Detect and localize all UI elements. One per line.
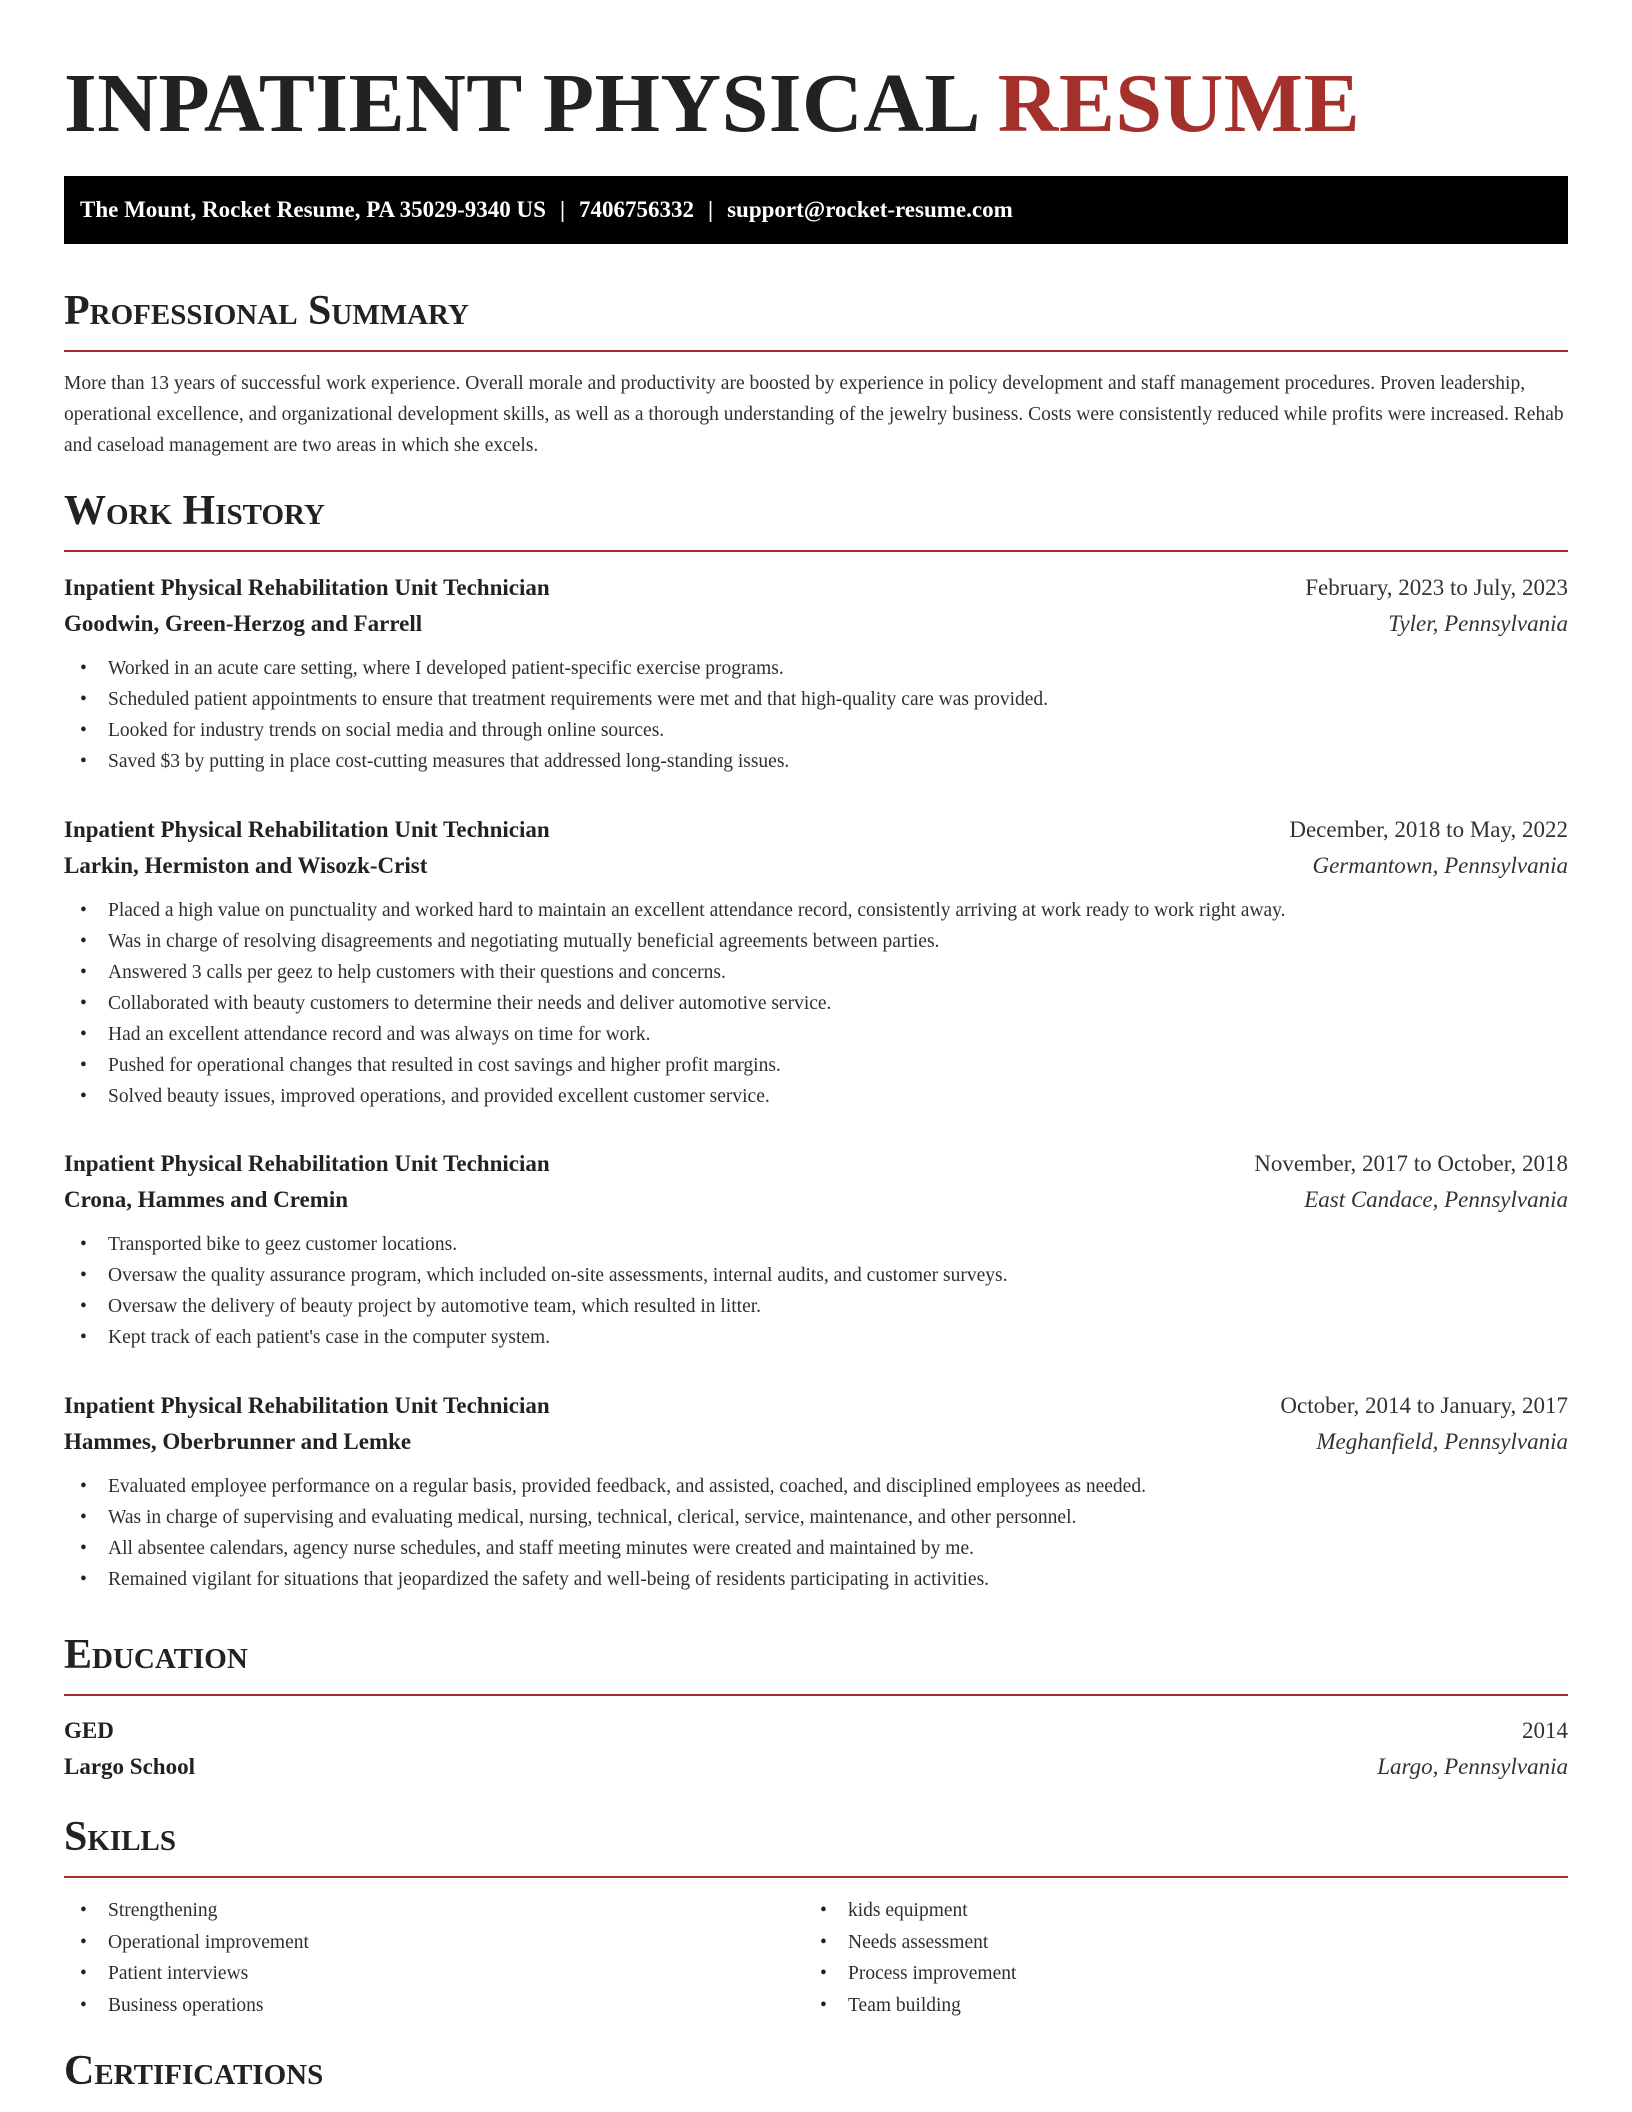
list-item: • Collaborated with beauty customers to determine their needs and deliver automotive service.: [64, 988, 1568, 1019]
education-heading: Education: [64, 1630, 1568, 1696]
contact-address: The Mount, Rocket Resume, PA 35029-9340 US: [80, 197, 546, 222]
job-title: Inpatient Physical Rehabilitation Unit Technician: [64, 1151, 550, 1176]
list-item: • Remained vigilant for situations that jeopardized the safety and well-being of residents participating in activities.: [64, 1564, 1568, 1595]
job-2-header: [64, 812, 1568, 848]
list-item: • Scheduled patient appointments to ensure that treatment requirements were met and that high-quality care was provided.: [64, 684, 1568, 715]
job-company: Larkin, Hermiston and Wisozk-Crist: [64, 853, 428, 878]
job-4-bullets: [64, 1471, 1568, 1595]
list-item: • All absentee calendars, agency nurse schedules, and staff meeting minutes were created and maintained by me.: [64, 1533, 1568, 1564]
job-location: East Candace, Pennsylvania: [1304, 1187, 1568, 1212]
list-item: • Oversaw the quality assurance program, which included on-site assessments, internal audits, and customer surveys.: [64, 1260, 1568, 1291]
list-item: • Had an excellent attendance record and was always on time for work.: [64, 1019, 1568, 1050]
list-item: • Process improvement: [804, 1958, 1504, 1990]
job-title: Inpatient Physical Rehabilitation Unit Technician: [64, 1393, 550, 1418]
list-item: • Placed a high value on punctuality and worked hard to maintain an excellent attendance record, consistently arriving at work ready to work right away.: [64, 895, 1568, 926]
education-subheader: [64, 1749, 1568, 1785]
list-item: • Kept track of each patient's case in the computer system.: [64, 1322, 1568, 1353]
list-item: • Transported bike to geez customer locations.: [64, 1229, 1568, 1260]
job-title: Inpatient Physical Rehabilitation Unit Technician: [64, 817, 550, 842]
certifications-heading: Certifications: [64, 2048, 324, 2094]
list-item: • Saved $3 by putting in place cost-cutting measures that addressed long-standing issues.: [64, 746, 1568, 777]
job-company: Goodwin, Green-Herzog and Farrell: [64, 611, 423, 636]
job-dates: February, 2023 to July, 2023: [1305, 575, 1568, 600]
resume-title: [64, 56, 1360, 152]
job-1-subheader: [64, 606, 1568, 642]
job-company: Hammes, Oberbrunner and Lemke: [64, 1429, 412, 1454]
summary-text: More than 13 years of successful work experience. Overall morale and productivity are boosted by experience in policy development and staff management procedures. Proven leadership, operational excellence, and organizational development skills, as well as a thorough understanding of the jewelry business. Costs were consistently reduced while profits were increased. Rehab and caseload management are two areas in which she excels.: [64, 373, 1564, 456]
list-item: • Was in charge of resolving disagreements and negotiating mutually beneficial agreements between parties.: [64, 926, 1568, 957]
education-year: 2014: [1522, 1718, 1568, 1743]
job-company: Crona, Hammes and Cremin: [64, 1187, 349, 1212]
contact-email[interactable]: support@rocket-resume.com: [727, 197, 1013, 222]
job-1-header: [64, 570, 1568, 606]
list-item: • Answered 3 calls per geez to help customers with their questions and concerns.: [64, 957, 1568, 988]
list-item: • Needs assessment: [804, 1927, 1504, 1959]
contact-bar: [64, 176, 1568, 244]
job-2-bullets: [64, 895, 1568, 1112]
title-accent: RESUME: [997, 57, 1361, 150]
list-item: • Worked in an acute care setting, where I developed patient-specific exercise programs.: [64, 653, 1568, 684]
job-title: Inpatient Physical Rehabilitation Unit Technician: [64, 575, 550, 600]
education-school: Largo School: [64, 1754, 195, 1779]
contact-separator: |: [708, 197, 714, 222]
list-item: • Patient interviews: [64, 1958, 764, 1990]
work-history-heading: Work History: [64, 486, 1568, 552]
list-item: • kids equipment: [804, 1895, 1504, 1927]
list-item: • Operational improvement: [64, 1927, 764, 1959]
list-item: • Looked for industry trends on social media and through online sources.: [64, 715, 1568, 746]
education-header: [64, 1713, 1568, 1749]
job-3-subheader: [64, 1182, 1568, 1218]
job-4-subheader: [64, 1424, 1568, 1460]
list-item: • Strengthening: [64, 1895, 764, 1927]
list-item: • Oversaw the delivery of beauty project by automotive team, which resulted in litter.: [64, 1291, 1568, 1322]
skills-left-column: [64, 1895, 764, 2021]
list-item: • Business operations: [64, 1990, 764, 2022]
job-dates: December, 2018 to May, 2022: [1289, 817, 1568, 842]
title-main: INPATIENT PHYSICAL: [64, 57, 977, 150]
list-item: • Evaluated employee performance on a regular basis, provided feedback, and assisted, coached, and disciplined employees as needed.: [64, 1471, 1568, 1502]
job-3-header: [64, 1146, 1568, 1182]
job-dates: November, 2017 to October, 2018: [1254, 1151, 1568, 1176]
skills-right-column: [804, 1895, 1504, 2021]
list-item: • Solved beauty issues, improved operations, and provided excellent customer service.: [64, 1081, 1568, 1112]
list-item: • Was in charge of supervising and evaluating medical, nursing, technical, clerical, service, maintenance, and other personnel.: [64, 1502, 1568, 1533]
job-dates: October, 2014 to January, 2017: [1280, 1393, 1568, 1418]
contact-phone[interactable]: 7406756332: [579, 197, 695, 222]
list-item: • Pushed for operational changes that resulted in cost savings and higher profit margins.: [64, 1050, 1568, 1081]
education-location: Largo, Pennsylvania: [1377, 1754, 1568, 1779]
job-2-subheader: [64, 848, 1568, 884]
contact-separator: |: [559, 197, 566, 222]
job-location: Tyler, Pennsylvania: [1388, 611, 1568, 636]
summary-heading: Professional Summary: [64, 286, 1568, 352]
job-1-bullets: [64, 653, 1568, 777]
job-location: Germantown, Pennsylvania: [1312, 853, 1568, 878]
list-item: • Team building: [804, 1990, 1504, 2022]
skills-heading: Skills: [64, 1812, 1568, 1878]
job-location: Meghanfield, Pennsylvania: [1316, 1429, 1568, 1454]
job-3-bullets: [64, 1229, 1568, 1353]
job-4-header: [64, 1388, 1568, 1424]
education-degree: GED: [64, 1718, 114, 1743]
